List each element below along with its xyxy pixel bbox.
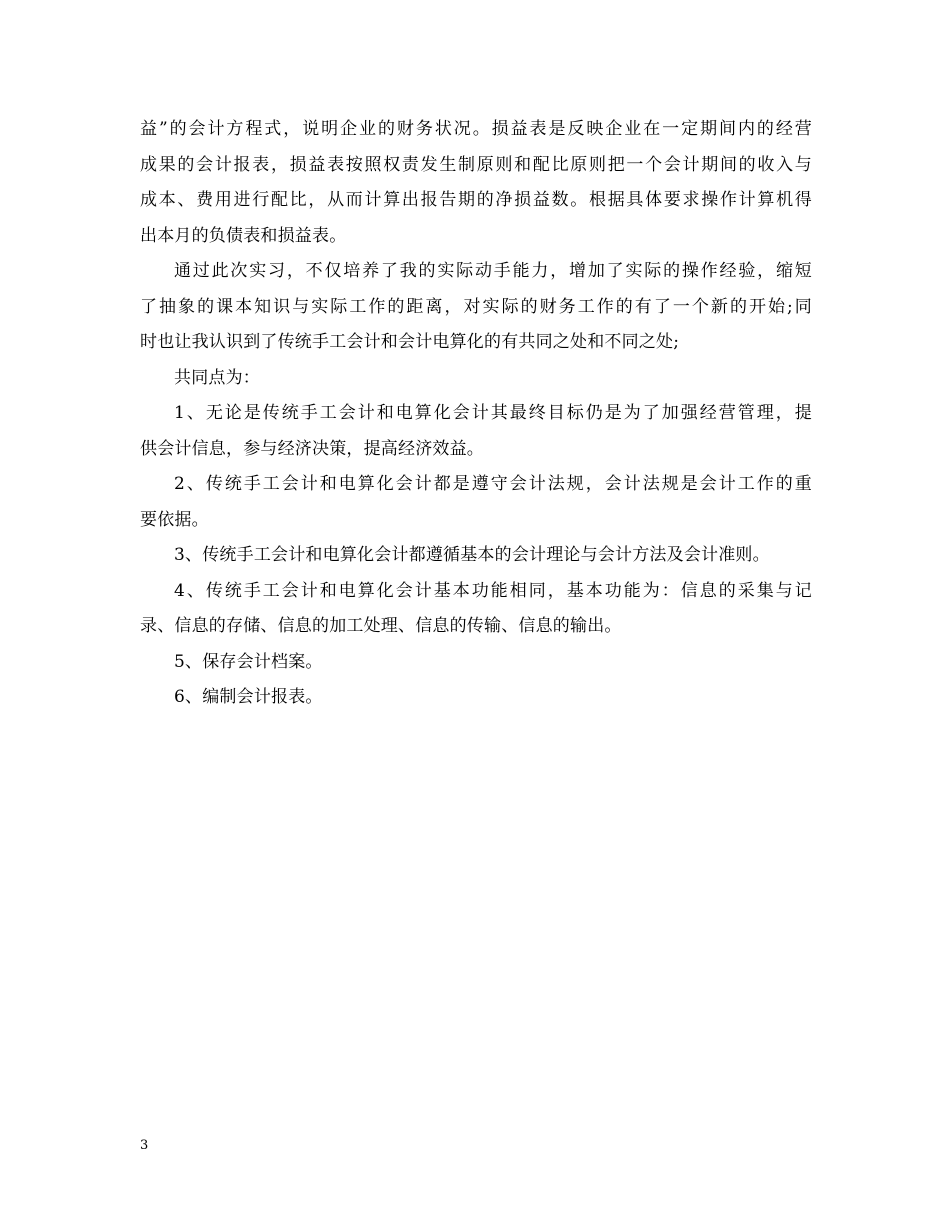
text-line: 6、编制会计报表。 bbox=[174, 687, 323, 707]
text-line: 成本、费用进行配比，从而计算出报告期的净损益数。根据具体要求操作计算机得 bbox=[140, 190, 812, 210]
text-line: 供会计信息，参与经济决策，提高经济效益。 bbox=[140, 438, 484, 459]
list-item-5 bbox=[140, 645, 812, 681]
text-line: 益”的会计方程式，说明企业的财务状况。损益表是反映企业在一定期间内的经营 bbox=[140, 119, 812, 139]
text-line: 要依据。 bbox=[140, 509, 209, 530]
text-line: 了抽象的课本知识与实际工作的距离，对实际的财务工作的有了一个新的开始;同 bbox=[140, 296, 812, 317]
text-line: 成果的会计报表，损益表按照权责发生制原则和配比原则把一个会计期间的收入与 bbox=[140, 154, 812, 175]
text-line: 出本月的负债表和损益表。 bbox=[140, 225, 347, 246]
document-body bbox=[140, 112, 812, 716]
text-line: 3、传统手工会计和电算化会计都遵循基本的会计理论与会计方法及会计准则。 bbox=[174, 545, 770, 565]
list-item-1 bbox=[140, 396, 812, 467]
text-line: 通过此次实习，不仅培养了我的实际动手能力，增加了实际的操作经验，缩短 bbox=[174, 261, 812, 281]
list-item-3 bbox=[140, 538, 812, 574]
text-line: 共同点为： bbox=[174, 367, 260, 388]
paragraph-balance-sheet-summary bbox=[140, 112, 812, 254]
text-line: 录、信息的存储、信息的加工处理、信息的传输、信息的输出。 bbox=[140, 616, 622, 636]
page-number: 3 bbox=[140, 1138, 149, 1153]
text-line: 1、无论是传统手工会计和电算化会计其最终目标仍是为了加强经营管理，提 bbox=[174, 403, 812, 423]
text-line: 时也让我认识到了传统手工会计和会计电算化的有共同之处和不同之处; bbox=[140, 332, 680, 352]
text-line: 2、传统手工会计和电算化会计都是遵守会计法规，会计法规是会计工作的重 bbox=[174, 474, 812, 494]
text-line: 5、保存会计档案。 bbox=[174, 651, 323, 672]
paragraph-common-points-heading bbox=[140, 361, 812, 397]
list-item-6 bbox=[140, 680, 812, 716]
list-item-4 bbox=[140, 574, 812, 645]
list-item-2 bbox=[140, 467, 812, 538]
text-line: 4、传统手工会计和电算化会计基本功能相同，基本功能为：信息的采集与记 bbox=[174, 580, 812, 601]
paragraph-internship-reflection bbox=[140, 254, 812, 361]
